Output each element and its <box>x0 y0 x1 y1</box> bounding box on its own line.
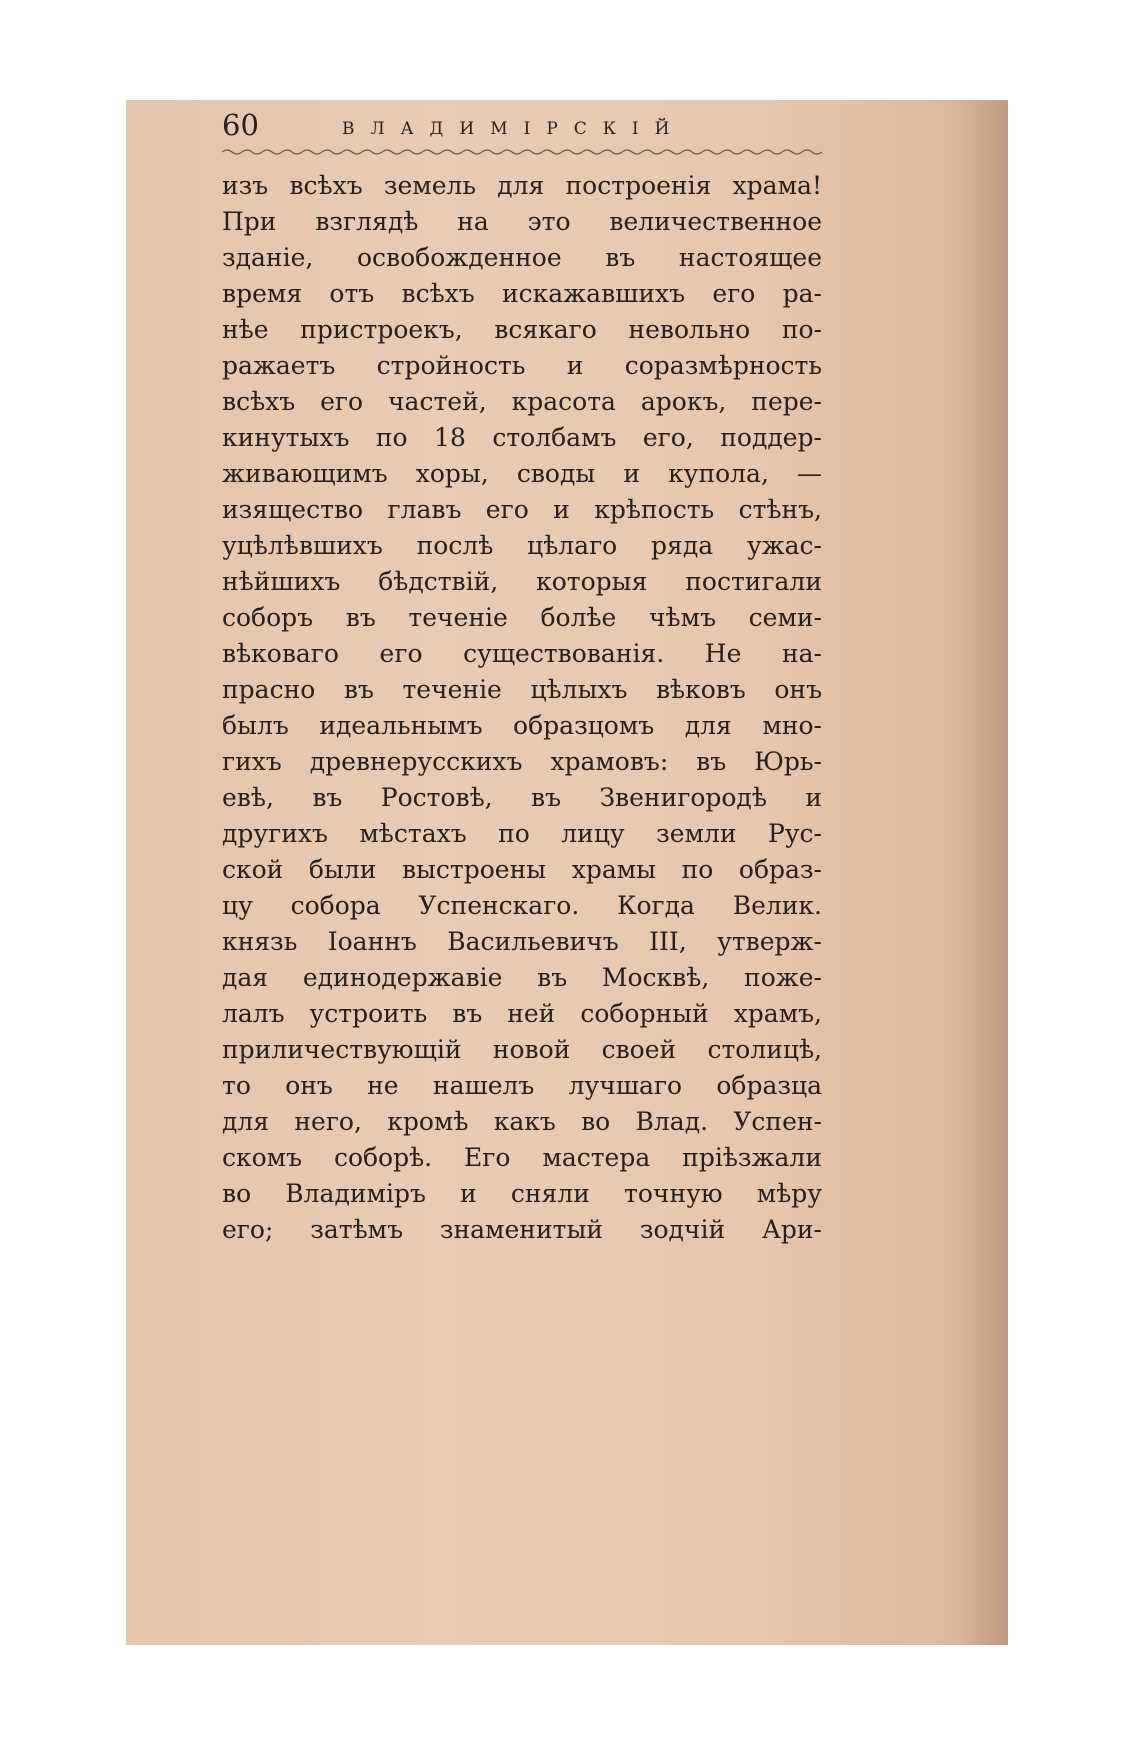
text-line: изящество главъ его и крѣпость стѣнъ, <box>222 495 822 524</box>
text-line: во Владиміръ и сняли точную мѣру <box>222 1179 822 1208</box>
text-line: кинутыхъ по 18 столбамъ его, поддер- <box>222 423 822 452</box>
text-line: уцѣлѣвшихъ послѣ цѣлаго ряда ужас- <box>222 531 822 560</box>
text-line: евѣ, въ Ростовѣ, въ Звенигородѣ и <box>222 783 822 812</box>
text-line: былъ идеальнымъ образцомъ для мно- <box>222 711 822 740</box>
text-line: гихъ древнерусскихъ храмовъ: въ Юрь- <box>222 747 822 776</box>
body-text <box>222 168 822 1248</box>
text-line: приличествующій новой своей столицѣ, <box>222 1035 822 1064</box>
text-line: то онъ не нашелъ лучшаго образца <box>222 1071 822 1100</box>
text-line: князь Іоаннъ Васильевичъ III, утверж- <box>222 927 822 956</box>
text-line: для него, кромѣ какъ во Влад. Успен- <box>222 1107 822 1136</box>
text-line: его; затѣмъ знаменитый зодчій Ари- <box>222 1215 822 1244</box>
wavy-header-rule <box>222 148 822 156</box>
text-line: другихъ мѣстахъ по лицу земли Рус- <box>222 819 822 848</box>
text-line: цу собора Успенскаго. Когда Велик. <box>222 891 822 920</box>
text-line: время отъ всѣхъ искажавшихъ его ра- <box>222 279 822 308</box>
text-line: прасно въ теченіе цѣлыхъ вѣковъ онъ <box>222 675 822 704</box>
text-line: соборъ въ теченіе болѣе чѣмъ семи- <box>222 603 822 632</box>
text-line: живающимъ хоры, своды и купола, — <box>222 459 822 488</box>
text-line: нѣе пристроекъ, всякаго невольно по- <box>222 315 822 344</box>
running-title: ВЛАДИМІРСКІЙ <box>342 119 686 139</box>
text-line: вѣковаго его существованія. Не на- <box>222 639 822 668</box>
text-line: ской были выстроены храмы по образ- <box>222 855 822 884</box>
text-line: лалъ устроить въ ней соборный храмъ, <box>222 999 822 1028</box>
page-number: 60 <box>222 108 259 142</box>
text-line: ражаетъ стройность и соразмѣрность <box>222 351 822 380</box>
text-line: изъ всѣхъ земель для построенія храма! <box>222 171 822 200</box>
text-line: При взглядѣ на это величественное <box>222 207 822 236</box>
page-header <box>222 110 822 150</box>
text-line: нѣйшихъ бѣдствій, которыя постигали <box>222 567 822 596</box>
text-line: дая единодержавіе въ Москвѣ, поже- <box>222 963 822 992</box>
text-line: всѣхъ его частей, красота арокъ, пере- <box>222 387 822 416</box>
text-line: зданіе, освобожденное въ настоящее <box>222 243 822 272</box>
text-line: скомъ соборѣ. Его мастера пріѣзжали <box>222 1143 822 1172</box>
